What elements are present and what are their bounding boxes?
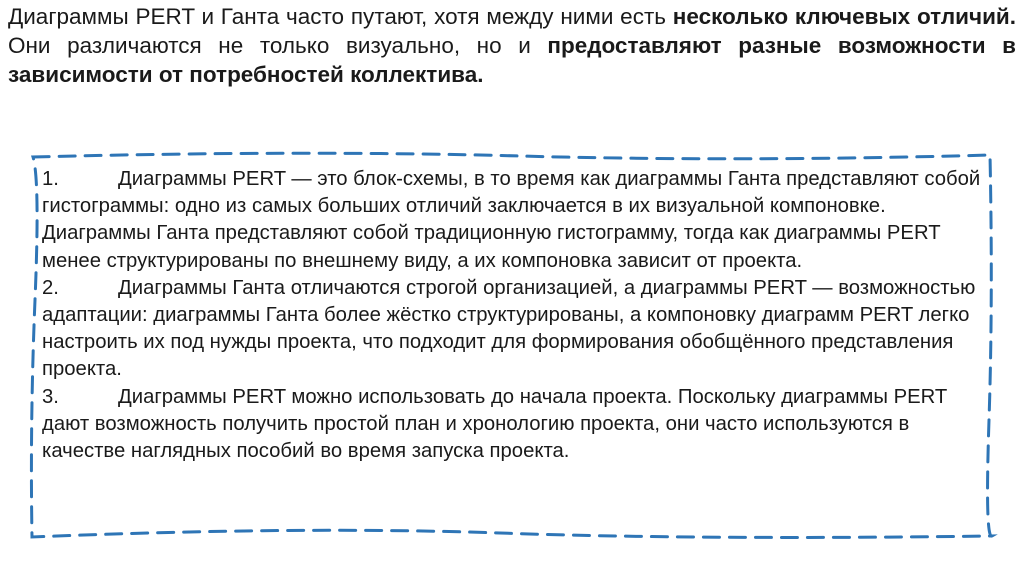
item-number: 3. (42, 385, 59, 408)
list-item (42, 166, 992, 275)
intro-text-1: Диаграммы PERT и Ганта часто путают, хотя между ними есть (8, 4, 673, 29)
item-text: Диаграммы Ганта отличаются строгой организацией, а диаграммы PERT — возможностью адаптации: диаграммы Ганта более жёстко структурированы, а компоновку диаграмм PERT легко настроить их под нужды проекта, что подходит для формирования обобщённого представления проекта. (42, 276, 976, 381)
list-item (42, 275, 992, 384)
intro-paragraph (8, 2, 1016, 89)
item-number: 2. (42, 276, 59, 299)
item-text: Диаграммы PERT можно использовать до начала проекта. Поскольку диаграммы PERT дают возможность получить простой план и хронологию проекта, они часто используются в качестве наглядных пособий во время запуска проекта. (42, 385, 947, 463)
item-number: 1. (42, 168, 59, 190)
intro-bold-2: предоставляют разные возможности в зависимости от потребностей коллектива. (8, 33, 1016, 87)
list-item (42, 384, 992, 466)
intro-text-2: Они различаются не только визуально, но и (8, 33, 548, 58)
item-text: Диаграммы PERT — это блок-схемы, в то время как диаграммы Ганта представляют собой гистограммы: одно из самых больших отличий заключается в их визуальной компоновке. Диаграммы Ганта представляют собой традиционную гистограмму, тогда как диаграммы PERT менее структурированы по внешнему виду, а их компоновка зависит от проекта. (42, 168, 981, 272)
intro-bold-1: несколько ключевых отличий. (672, 4, 1016, 29)
comparison-list (42, 166, 992, 465)
